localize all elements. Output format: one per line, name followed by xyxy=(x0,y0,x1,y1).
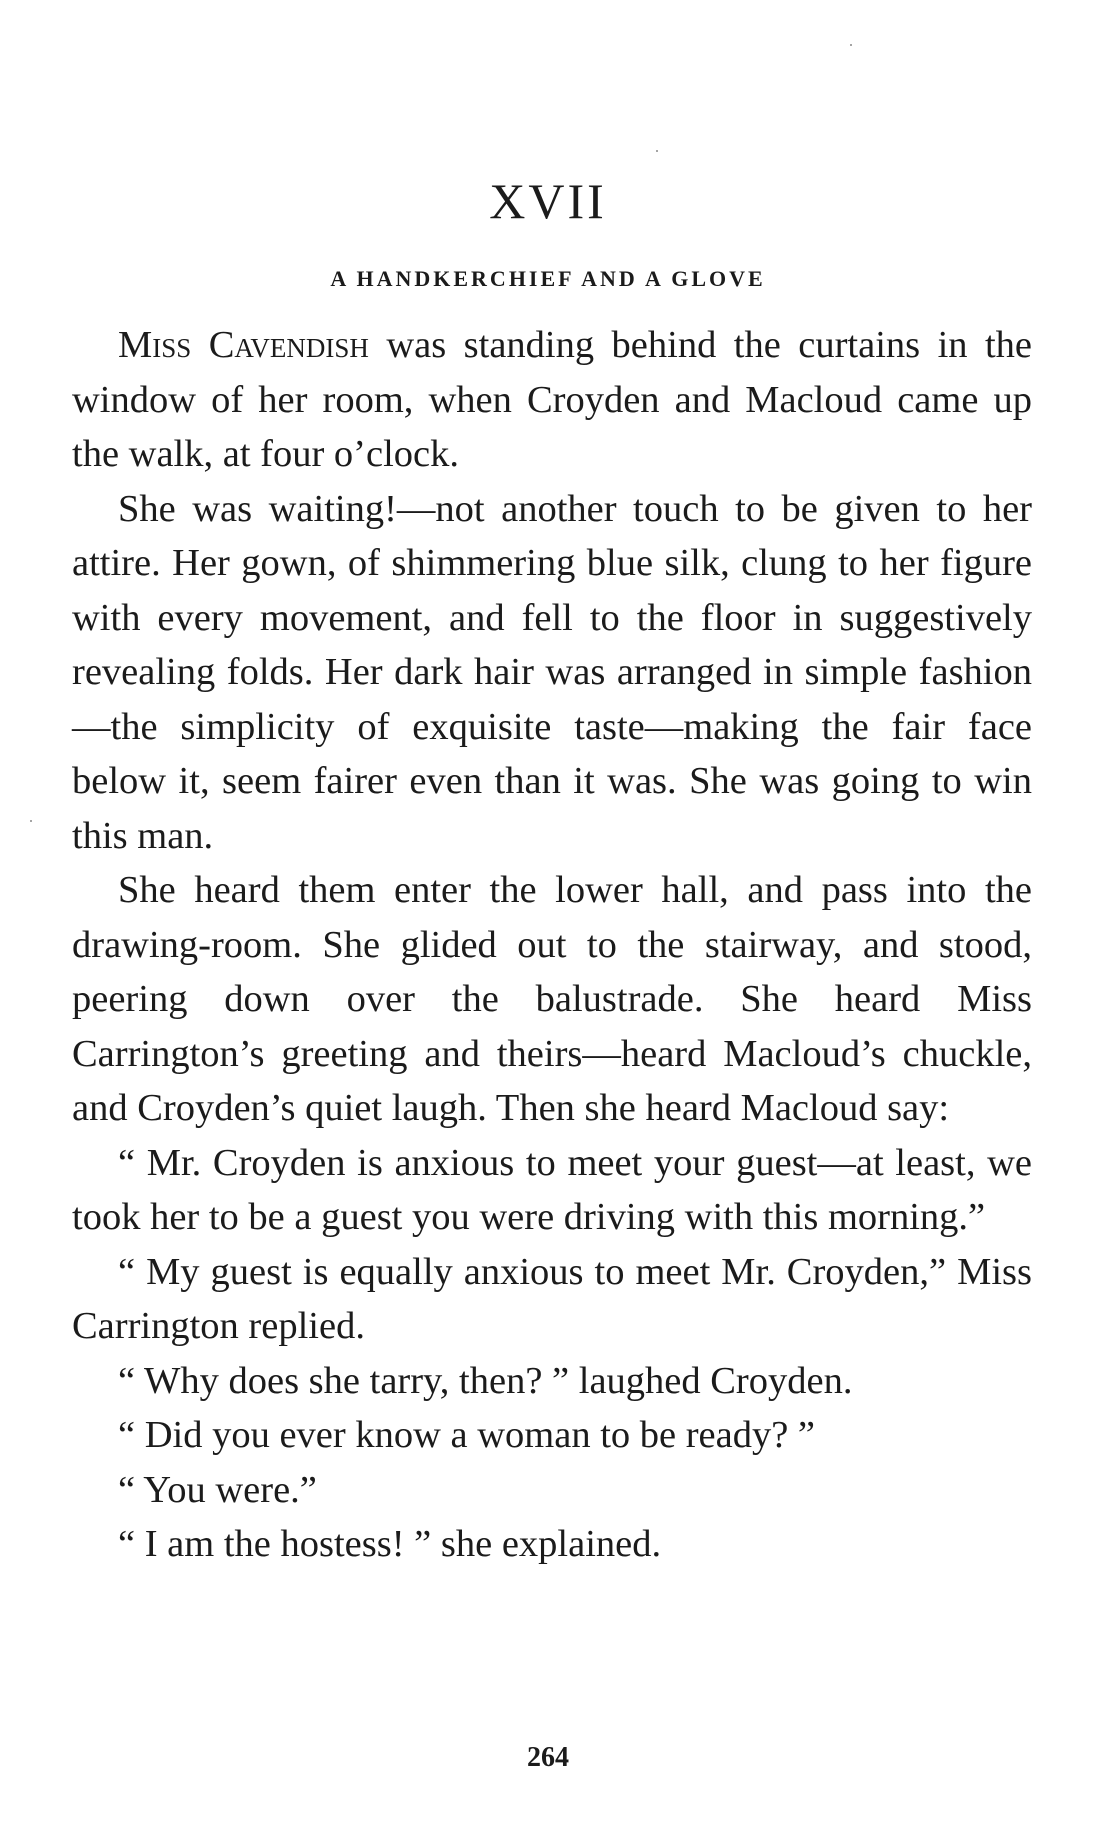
paper-speck xyxy=(850,44,852,46)
paragraph: “ You were.” xyxy=(118,1468,317,1511)
paragraph: “ I am the hostess! ” she explained. xyxy=(118,1523,662,1565)
body-text xyxy=(72,318,1032,1572)
paragraph-text: was standing behind the curtains in the window of her room, when Croyden and Macloud came up the walk, at four o’clock. xyxy=(72,324,1032,475)
paragraph: She was waiting!—not another touch to be given to her attire. Her gown, of shimmering blue silk, clung to her figure with every movement, and fell to the floor in suggestively revealing folds. Her dark hair was arranged in simple fashion—the simplicity of exquisite taste—making the fair face below it, seem fairer even than it was. She was going to win this man. xyxy=(72,487,1032,857)
paragraph: She heard them enter the lower hall, and pass into the drawing-room. She glided out to the stairway, and stood, peering down over the balustrade. She heard Miss Carrington’s greeting and theirs—heard Macloud’s chuckle, and Croyden’s quiet laugh. Then she heard Macloud say: xyxy=(72,869,1032,1129)
paper-speck xyxy=(30,820,32,822)
chapter-number: XVII xyxy=(489,173,607,229)
paragraph: “ My guest is equally anxious to meet Mr. Croyden,” Miss Carrington replied. xyxy=(72,1250,1032,1347)
paragraph-lead-name: Miss Cavendish xyxy=(118,324,369,366)
paragraph: “ Did you ever know a woman to be ready? ” xyxy=(118,1414,816,1456)
page-number: 264 xyxy=(527,1742,569,1773)
paragraph: “ Mr. Croyden is anxious to meet your guest—at least, we took her to be a guest you were driving with this morning.” xyxy=(72,1141,1032,1238)
paragraph xyxy=(72,318,1032,482)
chapter-title: A HANDKERCHIEF AND A GLOVE xyxy=(330,266,766,291)
paragraph: “ Why does she tarry, then? ” laughed Croyden. xyxy=(118,1359,853,1402)
paper-speck xyxy=(656,150,658,152)
